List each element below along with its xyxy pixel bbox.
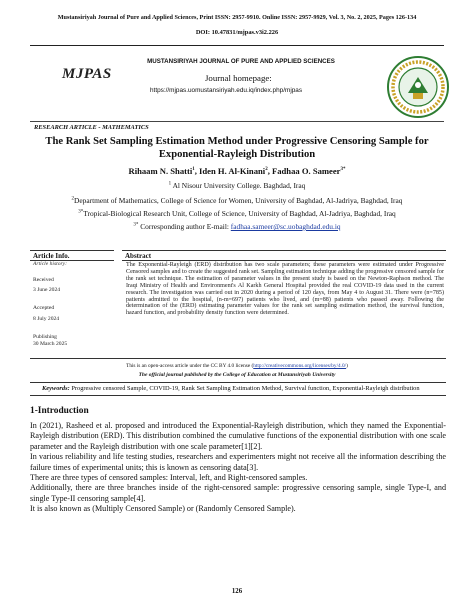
- keywords-text: Progressive censored Sample, COVID-19, Rank Set Sampling Estimation Method, Survival function, Exponential-Rayleigh distribution: [71, 385, 420, 392]
- author-name: Fadhaa O. Sameer: [271, 166, 341, 176]
- abstract-text: The Exponential-Rayleigh (ERD) distribution has two scale parameters; these parameters were estimated under Progressive Censored samples and to create the suggested rank set. Sampling estimation technique adding the progressive censored sample for the rank set technique. The estimation of parameter values in the present study is based on the Newton-Raphson method. The Iraqi Ministry of Health and Environment's Al Karkh General Hospital provided the real COVID-19 data used in the current research. The investigation was carried out in 2020 during a period of 120 days, from May 4 to August 31. There were (n=785) patients admitted to the hospital, (n-m=697) patients who lived, and (m=88) patients who passed away. Following the determination of the (ERD) estimating parameter values for the rank set sampling estimation method, the survival function, hazard function, and probability density function were determined.: [126, 262, 444, 317]
- masthead-divider: [30, 121, 444, 122]
- body-paragraph: It is also known as (Multiply Censored Sample) or (Randomly Censored Sample).: [30, 504, 296, 514]
- affiliation-mark: 1: [168, 181, 172, 187]
- section-heading: 1-Introduction: [30, 406, 89, 416]
- body-paragraph: There are three types of censored samples: Interval, left, and Right-censored samples.: [30, 473, 308, 483]
- affiliation-text: Department of Mathematics, College of Science for Women, University of Baghdad, Al-Jadriya, Baghdad, Iraq: [74, 196, 403, 205]
- history-date: 3 June 2024: [33, 287, 61, 294]
- author-name: Rihaam N. Shatti: [128, 166, 193, 176]
- page-number: 126: [231, 588, 243, 595]
- homepage-label: Journal homepage:: [205, 73, 272, 83]
- history-date: 30 March 2025: [33, 341, 68, 348]
- journal-name: MUSTANSIRIYAH JOURNAL OF PURE AND APPLIED SCIENCES: [147, 58, 335, 65]
- history-label: Accepted: [33, 305, 55, 312]
- corresponding-author: [0, 222, 474, 231]
- affiliation: [0, 209, 474, 218]
- open-access-suffix: ): [346, 363, 348, 369]
- affiliation-mark: 3*: [78, 209, 84, 215]
- abstract-column: [122, 250, 446, 359]
- journal-logo: MJPAS: [62, 66, 112, 82]
- info-divider: [30, 358, 446, 359]
- header-divider: [30, 45, 444, 46]
- corresponding-email-link[interactable]: fadhaa.sameer@sc.uobaghdad.edu.iq: [230, 222, 341, 231]
- running-header: Mustansiriyah Journal of Pure and Applied Sciences, Print ISSN: 2957-9910. Online ISSN: 2957-9929, Vol. 3, No. 2, 2025, Pages 126-134: [57, 14, 417, 21]
- open-access-text: This is an open-access article under the CC BY 4.0 license (: [126, 363, 254, 369]
- corresponding-label: Corresponding author E-mail:: [140, 222, 229, 231]
- body-paragraph: Additionally, there are three branches inside of the right-censored sample: progressive censoring sample, single Type-I, and single Type-II censoring sample[4].: [30, 483, 446, 503]
- history-label: Publishing: [33, 333, 57, 340]
- doi-line: DOI: 10.47831/mjpas.v3i2.226: [195, 29, 279, 36]
- body-paragraph: In (2021), Rasheed et al. proposed and introduced the Exponential-Rayleigh distribution, which they named the Exponential-Rayleigh distribution (ERD). This distribution combined the cumulative functions of the exponential distribution with one scale parameter and the Rayleigh distribution with one scale parameter[1][2].: [30, 421, 446, 451]
- homepage-link[interactable]: https://mjpas.uomustansiriyah.edu.iq/index.php/mjpas: [150, 87, 303, 94]
- author-name: Iden H. Al-Kinani: [199, 166, 266, 176]
- article-history-label: Article history:: [33, 261, 68, 267]
- abstract-heading: Abstract: [122, 250, 446, 261]
- history-date: 8 July 2024: [33, 315, 60, 322]
- keywords-block: [30, 382, 446, 396]
- affiliation-text: Al Nisour University College. Baghdad, Iraq: [172, 181, 306, 190]
- paper-title: The Rank Set Sampling Estimation Method under Progressive Censoring Sample for Exponential-Rayleigh Distribution: [45, 136, 429, 160]
- keywords-label: Keywords:: [42, 385, 70, 392]
- affiliation-text: Tropical-Biological Research Unit, College of Science, University of Baghdad, Al-Jadriya, Baghdad, Iraq: [83, 209, 396, 218]
- open-access-notice: [0, 363, 474, 369]
- introduction-body: [30, 421, 446, 515]
- history-label: Received: [33, 277, 54, 283]
- license-link[interactable]: http://creativecommons.org/licenses/by/4.0/: [253, 363, 347, 369]
- article-type: RESEARCH ARTICLE - MATHEMATICS: [34, 124, 149, 131]
- publisher-notice: The official journal published by the College of Education at Mustansiriyah University: [138, 372, 336, 378]
- university-seal-icon: [386, 55, 450, 119]
- affiliation: [0, 196, 474, 205]
- body-paragraph: In various reliability and life testing studies, researchers and experimenters might not receive all the information describing the failure times of experimental units; this is known as censoring data[3].: [30, 452, 446, 472]
- article-info-column: [30, 250, 114, 359]
- author-mark: 2: [265, 167, 268, 173]
- article-info-box: [30, 250, 446, 359]
- author-mark: 3*: [340, 167, 346, 173]
- author-mark: 1: [192, 167, 195, 173]
- affiliation: [0, 181, 474, 190]
- article-info-heading: Article Info.: [30, 250, 114, 261]
- corresponding-mark: 3*: [133, 222, 139, 228]
- author-list: Rihaam N. Shatti$^1$, Iden H. Al-Kinani$^2$, Fadhaa O. Sameer$^{3*}$: [128, 166, 346, 176]
- affiliation-mark: 2: [71, 196, 75, 202]
